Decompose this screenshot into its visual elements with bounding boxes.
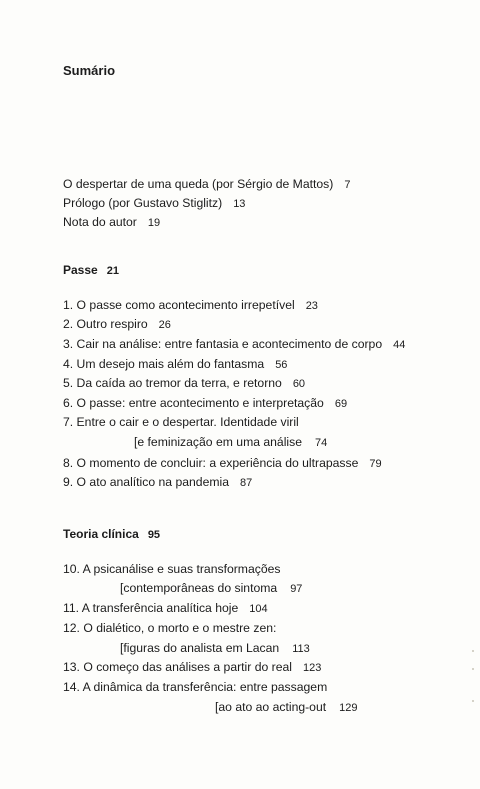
toc-entry-text: 8. O momento de concluir: a experiência do ultrapasse — [63, 456, 359, 470]
toc-entry-text: 11. A transferência analítica hoje — [63, 601, 239, 615]
toc-entry-text: 3. Cair na análise: entre fantasia e acontecimento de corpo — [63, 337, 383, 351]
section-heading-passe — [63, 263, 119, 277]
toc-entry-10-continuation — [120, 580, 302, 597]
toc-entry-page: 56 — [275, 359, 288, 371]
toc-entry-page: 13 — [233, 198, 246, 210]
toc-entry-front-2 — [63, 195, 245, 212]
toc-entry-page: 60 — [292, 378, 306, 390]
toc-entry-text: 4. Um desejo mais além do fantasma — [63, 357, 265, 371]
page-title: Sumário — [63, 63, 116, 78]
toc-entry-2 — [63, 316, 171, 333]
toc-entry-page: 113 — [292, 643, 310, 655]
toc-entry-text: 10. A psicanálise e suas transformações — [63, 562, 281, 576]
toc-entry-page: 79 — [369, 458, 382, 470]
paper-speck — [472, 650, 474, 652]
toc-entry-page: 69 — [334, 398, 348, 410]
toc-entry-text: 5. Da caída ao tremor da terra, e retorno — [63, 376, 282, 390]
toc-entry-text: Prólogo (por Gustavo Stiglitz) — [63, 196, 223, 210]
toc-entry-page: 104 — [249, 603, 268, 615]
toc-entry-page: 23 — [305, 300, 318, 312]
toc-entry-4 — [63, 356, 287, 373]
section-page: 21 — [106, 265, 119, 277]
toc-entry-8 — [63, 455, 382, 472]
section-page: 95 — [147, 529, 161, 541]
toc-entry-13 — [63, 659, 321, 676]
toc-entry-page: 44 — [393, 339, 406, 351]
toc-entry-text: [contemporâneas do sintoma — [120, 581, 278, 595]
toc-entry-page: 123 — [302, 662, 322, 674]
toc-entry-1 — [63, 297, 318, 314]
toc-entry-text: 12. O dialético, o morto e o mestre zen: — [63, 621, 277, 635]
toc-entry-text: 6. O passe: entre acontecimento e interpretação — [63, 396, 324, 410]
toc-entry-text: O despertar de uma queda (por Sérgio de Mattos) — [63, 177, 334, 191]
toc-entry-text: 9. O ato analítico na pandemia — [63, 475, 229, 489]
toc-entry-text: 2. Outro respiro — [63, 317, 148, 331]
toc-entry-text: [figuras do analista em Lacan — [120, 641, 280, 655]
toc-entry-text: [ao ato ao acting-out — [215, 700, 327, 714]
toc-entry-text: Nota do autor — [63, 215, 137, 229]
paper-speck — [472, 700, 474, 702]
toc-entry-front-1 — [63, 176, 350, 193]
toc-entry-page: 87 — [240, 477, 253, 489]
toc-entry-11 — [63, 600, 268, 617]
toc-entry-text: [e feminização em uma análise — [134, 435, 303, 449]
toc-entry-text: 7. Entre o cair e o despertar. Identidade viril — [63, 415, 299, 429]
toc-entry-3 — [63, 336, 405, 353]
toc-entry-page: 129 — [339, 702, 358, 714]
toc-entry-14-continuation — [215, 699, 357, 716]
toc-entry-text: 13. O começo das análises a partir do real — [63, 660, 292, 674]
toc-entry-7 — [63, 414, 299, 430]
toc-entry-9 — [63, 474, 252, 491]
toc-entry-text: 1. O passe como acontecimento irrepetível — [63, 298, 295, 312]
toc-entry-page: 97 — [290, 583, 303, 595]
toc-entry-12 — [63, 620, 276, 636]
section-title: Teoria clínica — [63, 527, 139, 541]
toc-entry-5 — [63, 375, 305, 392]
toc-entry-page: 26 — [158, 319, 171, 331]
toc-entry-page: 19 — [147, 217, 161, 229]
paper-speck — [472, 668, 474, 670]
toc-entry-7-continuation — [134, 434, 327, 451]
toc-entry-front-3 — [63, 214, 160, 231]
toc-entry-page: 74 — [315, 437, 328, 449]
toc-entry-6 — [63, 395, 347, 412]
section-title: Passe — [63, 263, 98, 277]
section-heading-teoria-clinica — [63, 527, 160, 541]
toc-entry-14 — [63, 679, 327, 695]
toc-entry-text: 14. A dinâmica da transferência: entre passagem — [63, 680, 328, 694]
toc-entry-page: 7 — [344, 179, 351, 191]
toc-entry-12-continuation — [120, 640, 310, 657]
toc-entry-10 — [63, 561, 280, 577]
